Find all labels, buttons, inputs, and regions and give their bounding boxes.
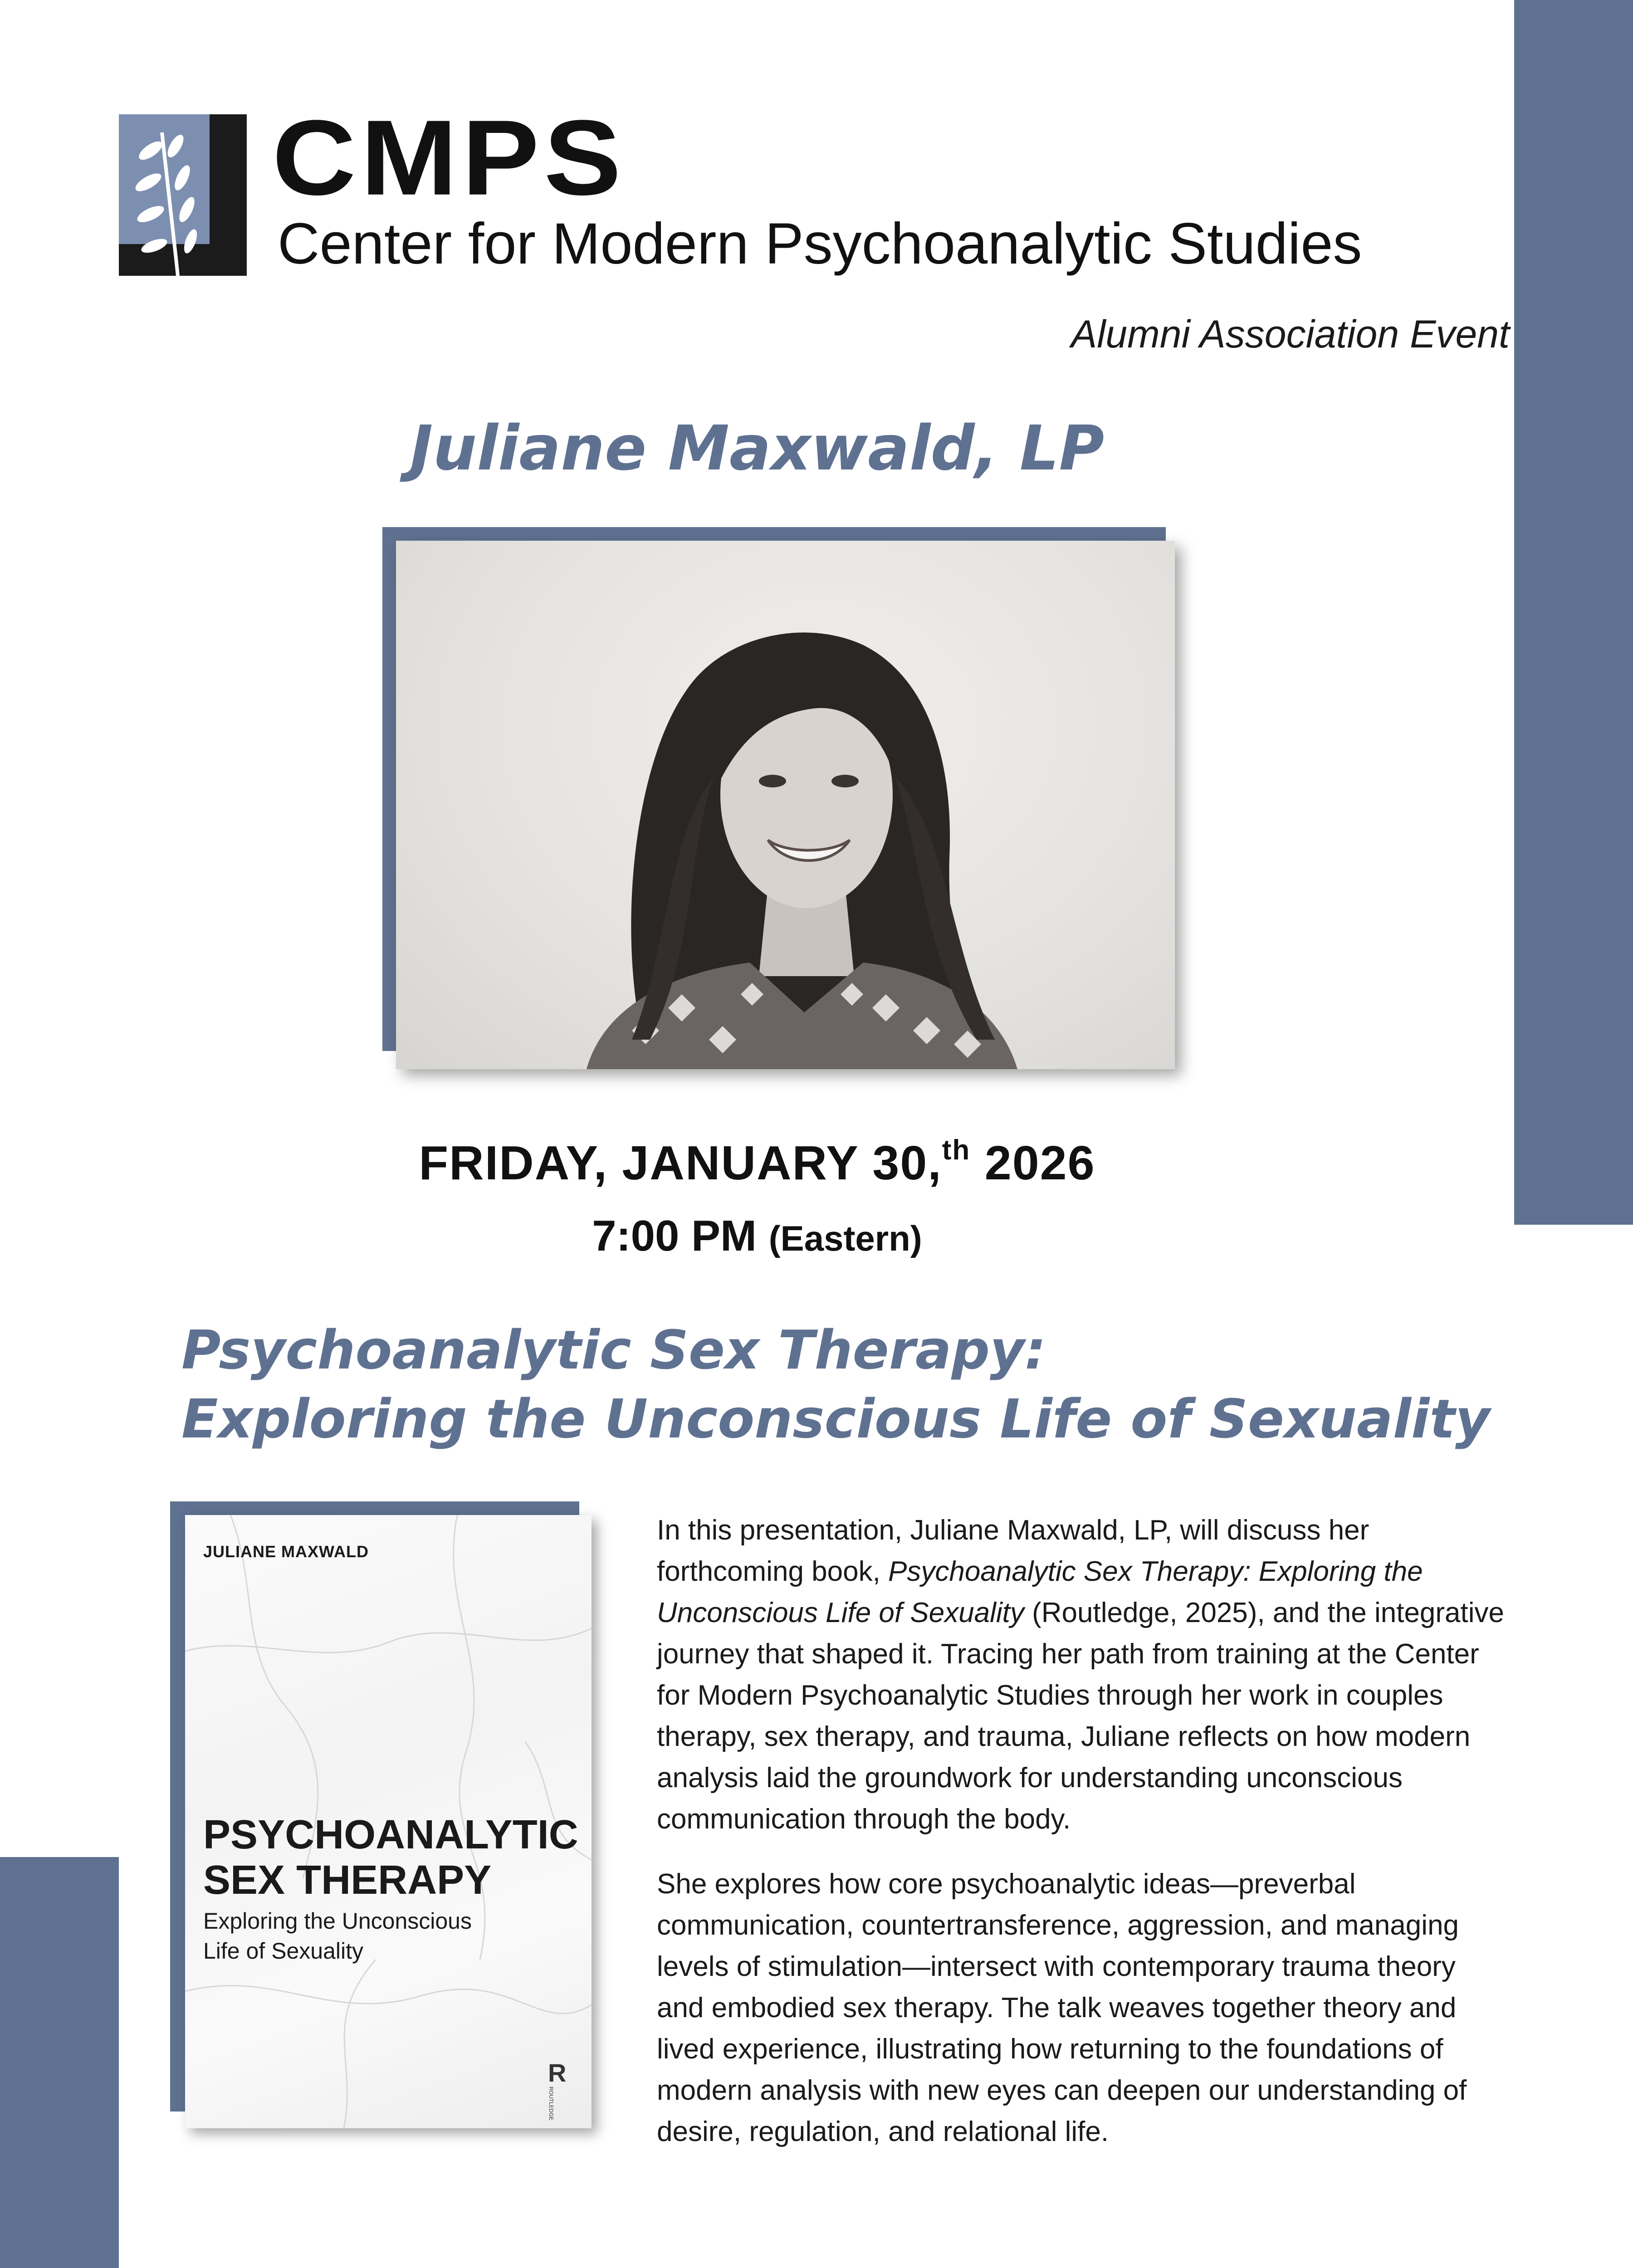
description-book-title: Psychoanalytic Sex Therapy: Exploring the Unconscious Life of Sexuality [657,1556,1423,1628]
book-author: JULIANE MAXWALD [203,1542,369,1561]
event-description [657,1510,1510,2176]
talk-title-line2: Exploring the Unconscious Life of Sexuality [181,1388,1490,1450]
book-subtitle-line1: Exploring the Unconscious [203,1908,472,1934]
routledge-wordmark: ROUTLEDGE [548,2087,554,2121]
description-paragraph-2: She explores how core psychoanalytic ideas—preverbal communication, countertransference, aggression, and managing levels of stimulation—intersect with contemporary trauma theory and embodied sex therapy. The talk weaves together theory and lived experience, illustrating how returning to the foundations of modern analysis with new eyes can deepen our understanding of desire, regulation, and relational life. [657,1868,1467,2147]
event-year: 2026 [984,1136,1095,1190]
organization-name: Center for Modern Psychoanalytic Studies [278,211,1362,276]
olive-branch-icon [119,114,247,276]
book-subtitle [203,1906,472,1966]
cmps-logo-mark [119,114,247,276]
routledge-logo [548,2058,567,2121]
event-date [0,1134,1514,1191]
book-title-line2: SEX THERAPY [203,1857,492,1903]
date-ordinal-suffix: th [942,1134,971,1166]
description-p1-rest: (Routledge, 2025), and the integrative journey that shaped it. Tracing her path from training at the Center for Modern Psychoanalytic Studies through her work in couples therapy, sex therapy, and trauma, Juliane reflects on how modern analysis laid the groundwork for understanding unconscious communication through the body. [657,1597,1505,1835]
event-timezone: (Eastern) [768,1218,922,1258]
speaker-portrait [396,541,1175,1069]
description-p1-intro: In this presentation, Juliane Maxwald, LP, will discuss her forthcoming book, [657,1515,1369,1587]
talk-title [181,1315,1490,1453]
description-paragraph-1 [657,1510,1510,1840]
brand-name: CMPS [272,98,626,218]
event-date-text: FRIDAY, JANUARY 30, [419,1136,942,1190]
decorative-bar-left [0,1857,119,2268]
routledge-r-icon: R [548,2058,567,2087]
speaker-name: Juliane Maxwald, LP [410,413,1105,484]
book-title-line1: PSYCHOANALYTIC [203,1812,578,1857]
event-type: Alumni Association Event [1071,313,1510,356]
book-title [203,1812,578,1903]
decorative-bar-right [1514,0,1633,1225]
talk-title-line1: Psychoanalytic Sex Therapy: [181,1319,1046,1381]
event-time-value: 7:00 PM [592,1212,757,1260]
book-subtitle-line2: Life of Sexuality [203,1938,363,1964]
event-time [0,1211,1514,1261]
speaker-photo [396,541,1175,1069]
book-cover [185,1515,592,2128]
